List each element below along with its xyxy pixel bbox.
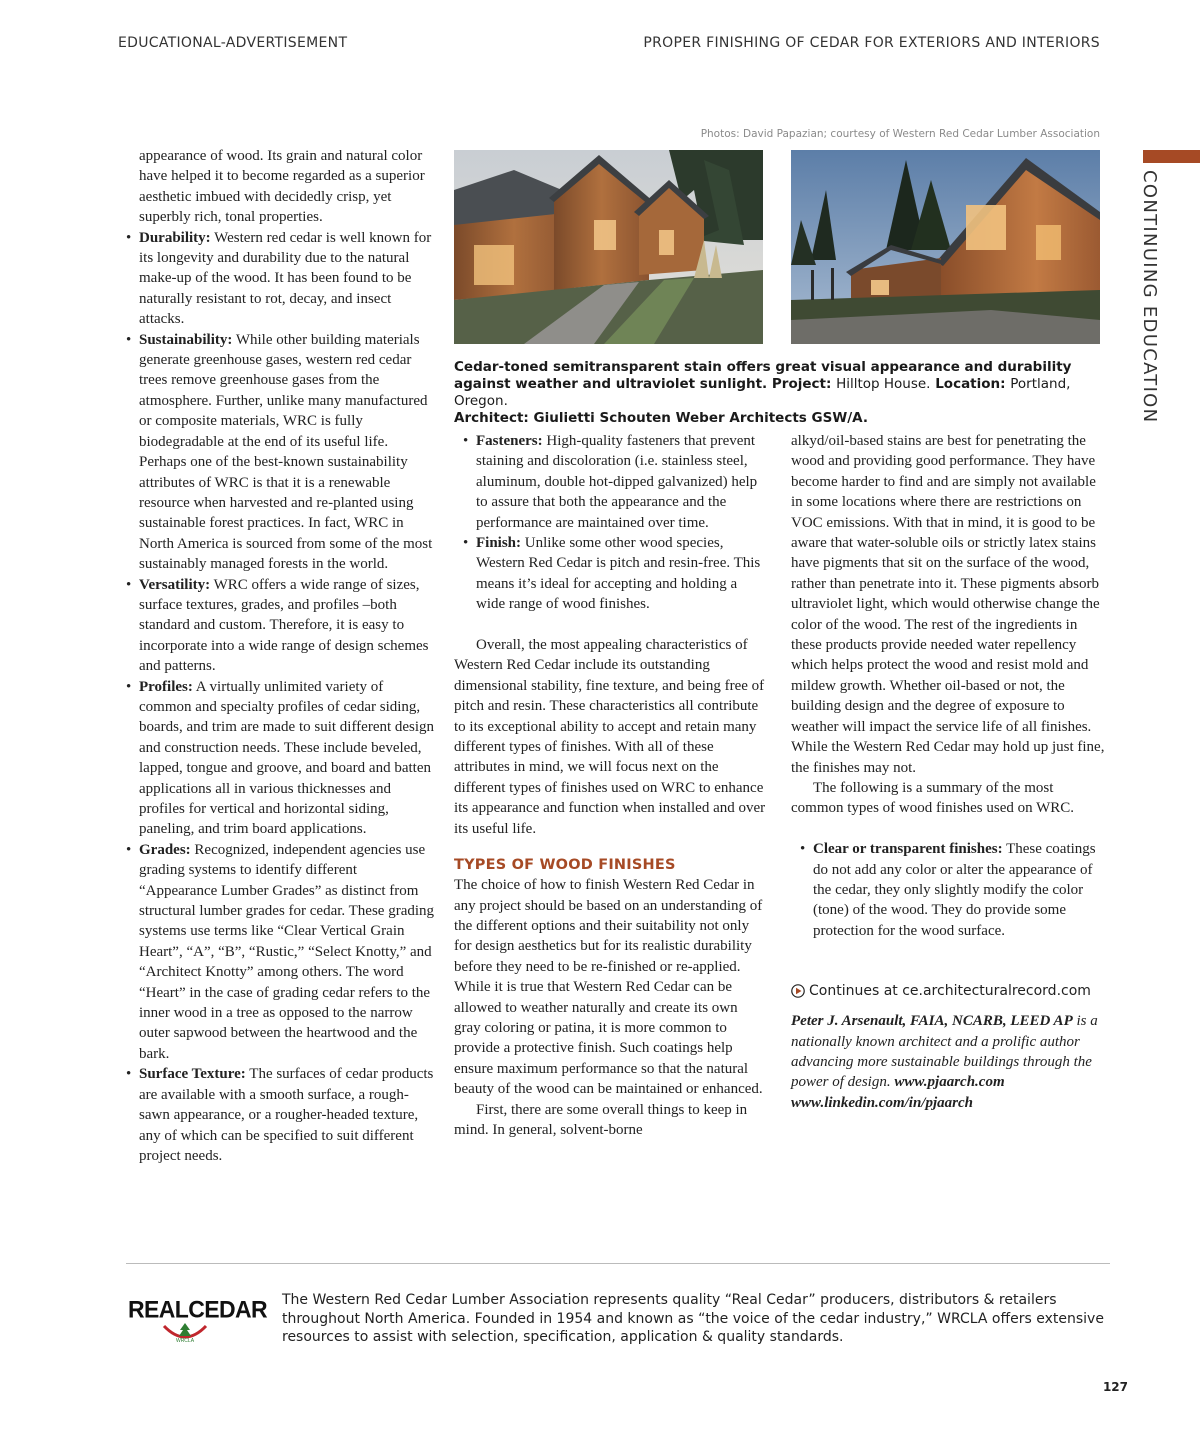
attribute-list xyxy=(126,228,436,1167)
list-item xyxy=(126,228,436,330)
list-item-text: These coatings do not add any color or alter the appearance of the cedar, they only slightly modify the color (tone) of the wood. They do provide some protection for the wood surface. xyxy=(813,841,1096,939)
list-item-term: Surface Texture: xyxy=(139,1066,246,1083)
list-item-text: While other building materials generate greenhouse gases, western red cedar trees remove greenhouse gases from the atmosphere. Further, unlike many manufactured or composite materials, WRC is fully biodegradable at the end of its useful life. Perhaps one of the best-known sustainability attributes of WRC is that it is a renewable resource when harvested and re-planted using sustainable forest practices. In fact, WRC in North America is sourced from some of the most sustainably managed forests in the world. xyxy=(139,331,433,573)
play-icon xyxy=(791,984,805,998)
photo-credit: Photos: David Papazian; courtesy of Western Red Cedar Lumber Association xyxy=(700,128,1100,140)
list-item-term: Grades: xyxy=(139,841,191,858)
author-bio-text: is a nationally known architect and a prolific author advancing more sustainable buildings through the power of design. xyxy=(791,1013,1098,1091)
page-number: 127 xyxy=(1102,1380,1128,1394)
list-item-text: The surfaces of cedar products are available with a smooth surface, a rough-sawn appearance, or a rougher-headed texture, any of which can be specified to suit different project needs. xyxy=(139,1066,434,1164)
list-item-text: Western red cedar is well known for its longevity and durability due to the natural make-up of the wood. It has been found to be naturally resistant to rot, decay, and insect attacks. xyxy=(139,229,432,328)
list-item xyxy=(126,840,436,1064)
list-item xyxy=(800,839,1106,941)
section-tab xyxy=(1143,150,1200,163)
list-item-term: Sustainability: xyxy=(139,331,233,348)
list-item-term: Fasteners: xyxy=(476,433,543,449)
finish-considerations-list xyxy=(463,431,766,615)
article-column-3 xyxy=(791,431,1106,1113)
list-item-term: Durability: xyxy=(139,229,211,246)
body-paragraph: Overall, the most appealing characteristics of Western Red Cedar include its outstanding dimensional stability, fine texture, and being free of pitch and resin. These characteristics all contribute to its exceptional ability to accept and retain many different types of finishes. With all of these attributes in mind, we will focus next on the different types of finishes used on WRC to enhance its appearance and function when installed and over its useful life. xyxy=(454,637,766,837)
list-item-text: High-quality fasteners that prevent staining and discoloration (i.e. stainless steel, aluminum, double hot-dipped galvanized) help to assure that both the appearance and the performance are maintained over time. xyxy=(476,433,758,531)
section-heading: TYPES OF WOOD FINISHES xyxy=(454,857,676,874)
author-name: Peter J. Arsenault, FAIA, NCARB, LEED AP xyxy=(791,1013,1073,1030)
list-item xyxy=(126,330,436,575)
body-paragraph: alkyd/oil-based stains are best for penetrating the wood and providing good performance. They have become harder to find and are simply not available in some locations where there are restrictions on VOC emissions. With that in mind, it is good to be aware that water-soluble oils or strictly latex stains have pigments that sit on the surface of the wood, rather than penetrate into it. These pigments absorb ultraviolet light, which would otherwise change the color of the wood. The rest of the ingredients in these products provide needed water repellency which helps protect the wood and resist mold and mildew growth. Whether oil-based or not, the building design and the degree of exposure to weather will impact the service life of all finishes. While the Western Red Cedar may hold up just fine, the finishes may not. xyxy=(791,433,1105,776)
spacer xyxy=(454,615,766,635)
running-header-right: PROPER FINISHING OF CEDAR FOR EXTERIORS AND INTERIORS xyxy=(643,35,1100,51)
list-item-text: Unlike some other wood species, Western Red Cedar is pitch and resin-free. This means it’s ideal for accepting and holding a wide range of wood finishes. xyxy=(476,535,761,613)
body-paragraph: The choice of how to finish Western Red Cedar in any project should be based on an understanding of the different options and their suitability not only for design aesthetics but for its realistic durability before they need to be re-finished or re-applied. While it is true that Western Red Cedar can be allowed to weather naturally and create its own gray coloring or patina, it is more common to provide a protective finish. Such coatings help ensure maximum performance so that the natural beauty of the wood can be maintained or enhanced. xyxy=(454,877,763,1098)
finish-types-list xyxy=(800,839,1106,941)
caption-text: Cedar-toned semitransparent stain offers great visual appearance and durability against weather and ultraviolet sunlight. xyxy=(454,359,1072,392)
list-item-text: Recognized, independent agencies use grading systems to identify different “Appearance Lumber Grades” as distinct from structural lumber grades for cedar. These grading systems use terms like “Clear Vertical Grain Heart”, “A”, “B”, “Rustic,” “Select Knotty,” and “Architect Knotty” among others. The word “Heart” in the case of grading cedar refers to the inner wood in a tree as opposed to the narrow outer sapwood between the heartwood and the bark. xyxy=(139,841,435,1062)
list-item xyxy=(126,575,436,677)
continues-text[interactable]: Continues at ce.architecturalrecord.com xyxy=(809,983,1091,1000)
author-bio xyxy=(791,1011,1106,1113)
list-item-term: Versatility: xyxy=(139,576,211,593)
continues-link[interactable] xyxy=(791,981,1106,1001)
list-item-term: Clear or transparent finishes: xyxy=(813,841,1003,858)
house-photo-front xyxy=(454,150,763,344)
list-item xyxy=(463,533,766,615)
realcedar-logo xyxy=(128,1295,267,1346)
footer-divider xyxy=(126,1263,1110,1264)
caption-architect-label: Architect: xyxy=(454,410,529,426)
side-label xyxy=(1139,170,1160,424)
association-description: The Western Red Cedar Lumber Association represents quality “Real Cedar” producers, distributors & retailers throughout North America. Founded in 1954 and known as “the voice of the cedar industry,” WRCLA offers extensive resources to assist with selection, specification, application & quality standards. xyxy=(282,1292,1104,1345)
list-item-term: Profiles: xyxy=(139,678,193,695)
list-item xyxy=(126,677,436,840)
caption-location-value: Portland, Oregon. xyxy=(454,376,1071,409)
logo-wordmark: REALCEDAR xyxy=(128,1295,267,1323)
caption-architect-value: Giulietti Schouten Weber Architects GSW/A. xyxy=(533,410,868,426)
body-paragraph: The following is a summary of the most common types of wood finishes used on WRC. xyxy=(791,779,1075,817)
caption-project-label: Project: xyxy=(771,376,832,392)
running-header-left: EDUCATIONAL-ADVERTISEMENT xyxy=(118,35,348,51)
author-links[interactable]: www.pjaarch.com www.linkedin.com/in/pjaarch xyxy=(791,1074,1005,1111)
list-item-text: A virtually unlimited variety of common and specialty profiles of cedar siding, boards, and trim are made to suit different design and construction needs. These include beveled, lapped, tongue and groove, and board and batten applications all in various thicknesses and profiles for vertical and horizontal siding, paneling, and trim board applications. xyxy=(139,678,435,838)
article-column-1 xyxy=(126,146,436,1166)
article-column-2 xyxy=(454,431,766,1140)
house-photo-dusk xyxy=(791,150,1100,344)
logo-emblem-icon xyxy=(128,1296,242,1346)
side-label-text: CONTINUING EDUCATION xyxy=(1139,170,1160,424)
logo-sub-text: WRCLA xyxy=(175,1338,195,1344)
list-item xyxy=(463,431,766,533)
photo-caption xyxy=(454,359,1094,427)
caption-location-label: Location: xyxy=(935,376,1006,392)
list-item-text: WRC offers a wide range of sizes, surface textures, grades, and profiles –both standard and custom. Therefore, it is easy to incorporate into a wide range of design schemes and patterns. xyxy=(139,576,429,675)
list-item xyxy=(126,1064,436,1166)
column-1-lead: appearance of wood. Its grain and natural color have helped it to become regarded as a superior aesthetic imbued with decidedly crisp, yet superbly rich, tonal properties. xyxy=(139,148,425,226)
spacer xyxy=(791,819,1106,839)
list-item-term: Finish: xyxy=(476,535,522,552)
body-paragraph: First, there are some overall things to keep in mind. In general, solvent-borne xyxy=(454,1101,748,1138)
caption-project-value: Hilltop House. xyxy=(836,376,931,392)
